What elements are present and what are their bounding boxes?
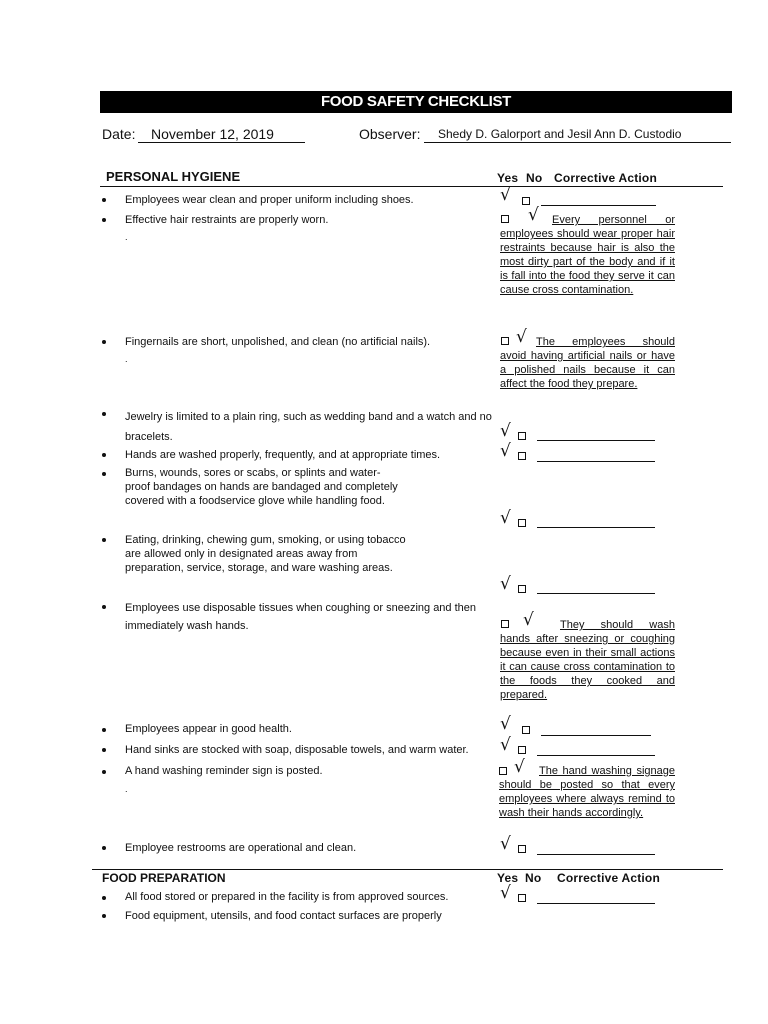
no-checkbox-icon <box>518 845 526 853</box>
item-text: Hands are washed properly, frequently, and at appropriate times. <box>125 449 441 461</box>
corrective-action-blank <box>537 854 655 855</box>
no-checkbox-icon <box>518 894 526 902</box>
list-dot: . <box>125 354 128 364</box>
corrective-action-note: They should wash hands after sneezing or coughing because even in their small actions it can cause cross contamination to the foods they cooked and prepared. <box>500 619 675 701</box>
column-corrective-action: Corrective Action <box>554 171 657 185</box>
item-text: All food stored or prepared in the facility is from approved sources. <box>125 891 449 903</box>
column-yes: Yes <box>497 171 519 185</box>
corrective-action-note: Every personnel or employees should wear proper hair restraints because hair is also the most dirty part of the body and if it is fall into the food they serve it can cause cross contamination. <box>500 214 675 296</box>
bullet <box>102 472 106 476</box>
no-check-icon: √ <box>516 327 527 347</box>
no-checkbox-icon <box>518 432 526 440</box>
no-checkbox-icon <box>518 585 526 593</box>
list-dot: . <box>125 232 128 242</box>
bullet <box>102 748 106 752</box>
yes-check-icon: √ <box>500 883 511 903</box>
observer-value: Shedy D. Galorport and Jesil Ann D. Custodio <box>424 126 731 143</box>
bullet <box>102 770 106 774</box>
no-checkbox-icon <box>522 726 530 734</box>
item-text: Fingernails are short, unpolished, and clean (no artificial nails). <box>125 336 431 348</box>
section-title-food-preparation: FOOD PREPARATION <box>102 871 226 885</box>
corrective-action-blank <box>541 205 656 206</box>
corrective-action-blank <box>537 527 655 528</box>
item-text: A hand washing reminder sign is posted. <box>125 765 323 777</box>
yes-check-icon: √ <box>500 508 511 528</box>
bullet <box>102 218 106 222</box>
item-text: Hand sinks are stocked with soap, disposable towels, and warm water. <box>125 744 469 756</box>
corrective-action-blank <box>541 735 651 736</box>
yes-check-icon: √ <box>500 834 511 854</box>
bullet <box>102 914 106 918</box>
no-checkbox-icon <box>518 746 526 754</box>
no-checkbox-icon <box>522 197 530 205</box>
item-text: Employees use disposable tissues when coughing or sneezing and then immediately wash hands. <box>125 602 477 632</box>
section-rule <box>92 869 723 870</box>
bullet <box>102 605 106 609</box>
bullet <box>102 453 106 457</box>
item-text: Employees appear in good health. <box>125 723 292 735</box>
column-yes: Yes <box>497 871 519 885</box>
item-text: Effective hair restraints are properly worn. <box>125 214 329 226</box>
yes-check-icon: √ <box>500 185 511 205</box>
yes-check-icon: √ <box>500 441 511 461</box>
list-dot: . <box>125 784 128 794</box>
corrective-action-blank <box>537 593 655 594</box>
date-value: November 12, 2019 <box>138 126 305 143</box>
bullet <box>102 340 106 344</box>
item-text: Eating, drinking, chewing gum, smoking, or using tobacco are allowed only in designated areas away from preparation, service, storage, and ware washing areas. <box>125 534 406 574</box>
corrective-action-note: The employees should avoid having artificial nails or have a polished nails because it can affect the food they prepare. <box>500 336 675 390</box>
section-rule <box>100 186 723 187</box>
no-check-icon: √ <box>514 757 525 777</box>
item-text: Food equipment, utensils, and food contact surfaces are properly <box>125 910 442 922</box>
item-text: Jewelry is limited to a plain ring, such as wedding band and a watch and no bracelets. <box>125 411 492 443</box>
no-check-icon: √ <box>523 610 534 630</box>
no-checkbox-icon <box>518 519 526 527</box>
bullet <box>102 846 106 850</box>
item-text: Burns, wounds, sores or scabs, or splints and water-proof bandages on hands are bandaged and completely covered with a foodservice glove while handling food. <box>125 467 398 507</box>
yes-check-icon: √ <box>500 714 511 734</box>
item-text: Employee restrooms are operational and clean. <box>125 842 357 854</box>
corrective-action-blank <box>537 440 655 441</box>
observer-label: Observer: <box>359 126 421 142</box>
bullet <box>102 728 106 732</box>
column-no: No <box>525 871 542 885</box>
no-checkbox-icon <box>518 452 526 460</box>
yes-check-icon: √ <box>500 421 511 441</box>
yes-check-icon: √ <box>500 574 511 594</box>
corrective-action-blank <box>537 903 655 904</box>
bullet <box>102 538 106 542</box>
bullet <box>102 896 106 900</box>
checklist-title: FOOD SAFETY CHECKLIST <box>100 91 732 113</box>
no-check-icon: √ <box>528 205 539 225</box>
column-no: No <box>526 171 543 185</box>
corrective-action-blank <box>537 755 655 756</box>
section-title-personal-hygiene: PERSONAL HYGIENE <box>106 169 241 184</box>
bullet <box>102 412 106 416</box>
date-label: Date: <box>102 126 136 142</box>
yes-check-icon: √ <box>500 735 511 755</box>
corrective-action-note: The hand washing signage should be posted so that every employees where always remind to wash their hands accordingly. <box>499 765 675 819</box>
item-text: Employees wear clean and proper uniform including shoes. <box>125 194 414 206</box>
bullet <box>102 198 106 202</box>
column-corrective-action: Corrective Action <box>557 871 660 885</box>
corrective-action-blank <box>537 461 655 462</box>
